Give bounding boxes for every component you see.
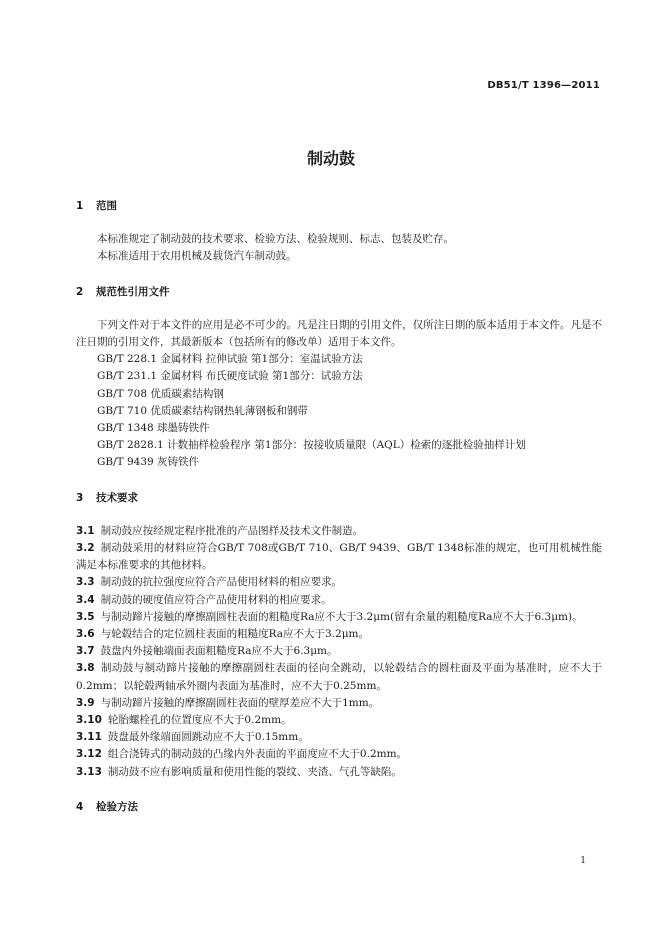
clause-text: 与制动蹄片接触的摩擦副圆柱表面的壁厚差应不大于1mm。	[100, 696, 380, 709]
clause-text: 与轮毂结合的定位圆柱表面的粗糙度Ra应不大于3.2μm。	[100, 628, 369, 641]
reference-item: GB/T 9439 灰铸铁件	[97, 456, 200, 469]
clause	[76, 574, 602, 591]
clause	[76, 523, 602, 540]
section-title: 范围	[96, 200, 117, 212]
clause-number: 3.2	[76, 542, 95, 555]
clause-number: 3.1	[76, 524, 95, 537]
section-title: 检验方法	[96, 800, 138, 813]
clause-text: 鼓盘最外缘端面圆跳动应不大于0.15mm。	[107, 731, 309, 744]
clause	[76, 712, 602, 729]
clause	[76, 764, 602, 781]
section-number: 4	[76, 800, 84, 813]
section-number: 1	[76, 200, 84, 212]
section-number: 3	[76, 491, 84, 504]
clause-text: 鼓盘内外接触端面表面粗糙度Ra应不大于6.3μm。	[100, 645, 338, 658]
section-heading-normative-references	[76, 284, 602, 301]
clause-text: 制动鼓的抗拉强度应符合产品使用材料的相应要求。	[100, 576, 343, 589]
clause-number: 3.11	[76, 731, 102, 744]
reference-item: GB/T 1348 球墨铸铁件	[97, 422, 210, 435]
clause-text: 制动鼓采用的材料应符合GB/T 708或GB/T 710、GB/T 9439、GB/T 1348标准的规定，也可用机械性能满足本标准要求的其他材料。	[76, 542, 602, 572]
section-title: 技术要求	[96, 491, 138, 504]
clause	[76, 695, 602, 712]
clause-text: 组合浇铸式的制动鼓的凸缘内外表面的平面度应不大于0.2mm。	[107, 748, 408, 761]
clause-number: 3.5	[76, 610, 95, 623]
clause-number: 3.4	[76, 593, 95, 606]
reference-item: GB/T 228.1 金属材料 拉伸试验 第1部分：室温试验方法	[97, 353, 363, 366]
clause-number: 3.9	[76, 696, 95, 709]
clause	[76, 660, 602, 694]
clause-number: 3.12	[76, 748, 102, 761]
clause-number: 3.7	[76, 645, 95, 658]
clause	[76, 626, 602, 643]
page-number: 1	[580, 856, 586, 866]
section-heading-technical-requirements	[76, 490, 602, 507]
clause	[76, 729, 602, 746]
clause	[76, 746, 602, 763]
reference-item: GB/T 2828.1 计数抽样检验程序 第1部分：按接收质量限（AQL）检索的逐批检验抽样计划	[97, 439, 526, 452]
section-heading-scope	[76, 198, 602, 215]
clause	[76, 540, 602, 574]
section-number: 2	[76, 285, 84, 298]
scope-paragraph: 本标准适用于农用机械及载货汽车制动鼓。	[97, 250, 297, 263]
document-title: 制动鼓	[306, 149, 355, 168]
clause-number: 3.3	[76, 576, 95, 589]
standard-code: DB51/T 1396—2011	[487, 80, 600, 91]
clause-text: 制动鼓的硬度值应符合产品使用材料的相应要求。	[100, 593, 332, 606]
clause-number: 3.10	[76, 714, 102, 727]
clause	[76, 592, 602, 609]
references-intro: 下列文件对于本文件的应用是必不可少的。凡是注日期的引用文件，仅所注日期的版本适用于本文件。凡是不注日期的引用文件，其最新版本（包括所有的修改单）适用于本文件。	[76, 318, 602, 349]
clause-text: 轮胎螺栓孔的位置度应不大于0.2mm。	[107, 714, 292, 727]
clause-text: 制动鼓与制动蹄片接触的摩擦副圆柱表面的径向全跳动，以轮毂结合的圆柱面及平面为基准时，应不大于0.2mm；以轮毂两轴承外圈内表面为基准时，应不大于0.25mm。	[76, 662, 602, 692]
clause-number: 3.13	[76, 765, 102, 778]
scope-paragraph: 本标准规定了制动鼓的技术要求、检验方法、检验规则、标志、包装及贮存。	[97, 233, 454, 246]
clause-text: 制动鼓应按经规定程序批准的产品图样及技术文件制造。	[100, 524, 364, 537]
reference-item: GB/T 231.1 金属材料 布氏硬度试验 第1部分：试验方法	[97, 370, 363, 383]
clause	[76, 609, 602, 626]
section-heading-inspection-methods	[76, 799, 602, 816]
clause-number: 3.6	[76, 628, 95, 641]
reference-item: GB/T 708 优质碳素结构钢	[97, 387, 224, 400]
reference-item: GB/T 710 优质碳素结构钢热轧薄钢板和钢带	[97, 404, 308, 417]
section-title: 规范性引用文件	[96, 285, 170, 298]
clause-number: 3.8	[76, 662, 95, 675]
document-body	[76, 198, 602, 816]
clause-text: 与制动蹄片接触的摩擦副圆柱表面的粗糙度Ra应不大于3.2μm(留有余量的粗糙度Ra应不大于6.3μm)。	[100, 610, 583, 623]
clause-text: 制动鼓不应有影响质量和使用性能的裂纹、夹渣、气孔等缺陷。	[107, 765, 402, 778]
clause	[76, 643, 602, 660]
